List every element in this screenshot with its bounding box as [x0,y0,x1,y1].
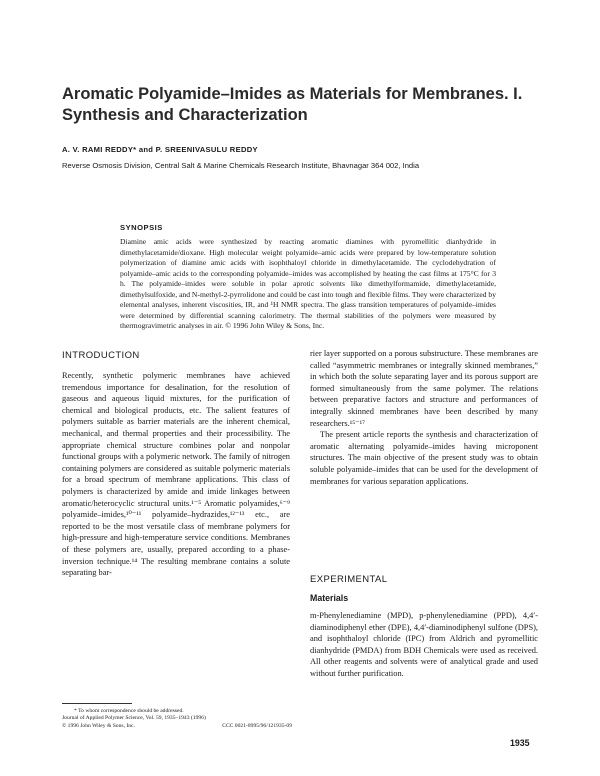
synopsis-heading: SYNOPSIS [120,223,163,232]
correspondence-footnote: * To whom correspondence should be addressed. [74,708,184,714]
experimental-heading: EXPERIMENTAL [310,574,388,585]
page-number: 1935 [510,738,530,748]
materials-section [310,610,538,680]
materials-heading: Materials [310,593,349,603]
copyright-line: © 1996 John Wiley & Sons, Inc. [62,722,135,729]
author-line: A. V. RAMI REDDY* and P. SREENIVASULU REDDY [62,145,258,154]
materials-paragraph: m-Phenylenediamine (MPD), p-phenylenediamine (PPD), 4,4′-diaminodiphenyl ether (DPE), 4,4′-diaminodiphenyl sulfone (DPS), and isophthaloyl chloride (IPC) from Aldrich and pyromellitic dianhydride (PMDA) from BDH Chemicals were used as received. All other reagents and solvents were of analytical grade and used without further purification. [310,611,538,678]
ccc-code: CCC 0021-8995/96/121935-09 [222,722,292,729]
affiliation: Reverse Osmosis Division, Central Salt & Marine Chemicals Research Institute, Bhavnagar 364 002, India [62,161,420,170]
intro-continued: rier layer supported on a porous substructure. These membranes are called “asymmetric membranes or integrally skinned membranes,” in which both the solute separating layer and its porous support are formed simultaneously from the same polymer. The relations between preparative factors and structure and performances of integrally skinned membranes have been described by many researchers.¹⁵⁻¹⁷ [310,349,538,428]
paper-title: Aromatic Polyamide–Imides as Materials for Membranes. I. Synthesis and Characterization [62,85,523,124]
introduction-heading: INTRODUCTION [62,350,140,361]
footnote-rule [62,703,132,704]
right-column [310,348,538,487]
left-column [62,370,290,579]
intro-paragraph: Recently, synthetic polymeric membranes have achieved tremendous importance for desalination, for the resolution of gaseous and aqueous liquid mixtures, for the purification of chemical and biological products, etc. The salient features of polymers suitable as barrier materials are the inherent chemical, mechanical, and thermal properties and their processibility. The appropriate chemical structure combines polar and nonpolar functional groups with a polymeric network. The family of nitrogen containing polymers are considered as suitable polymeric materials for a broad spectrum of membrane applications. This class of polymers is characterized by amide and imide linkages between aromatic/heterocyclic structural units.¹⁻⁵ Aromatic polyamides,⁶⁻⁹ polyamide–imides,¹⁰⁻¹¹ polyamide–hydrazides,¹²⁻¹³ etc., are reported to be the most versatile class of membrane polymers for high-pressure and high-temperature service conditions. Membranes of these polymers are, usually, prepared according to a phase-inversion technique.¹⁴ The resulting membrane contains a solute separating bar- [62,371,290,578]
synopsis-text: Diamine amic acids were synthesized by reacting aromatic diamines with pyromellitic dianhydride in dimethylacetamide/dioxane. High molecular weight polyamide–amic acids were prepared by low-temperature solution polymerization of diamine amic acids with isophthaloyl chloride in dimethylacetamide. The cyclodehydration of polyamide–amic acids to the corresponding polyamide–imides was accomplished by heating the cast films at 175°C for 3 h. The polyamide–imides were soluble in polar aprotic solvents like dimethylformamide, dimethylacetamide, dimethylsulfoxide, and N-methyl-2-pyrrolidone and could be cast into tough and flexible films. They were characterized by elemental analyses, inherent viscosities, IR, and ¹H NMR spectra. The glass transition temperatures of polyamide–imides were determined by differential scanning calorimetry. The thermal stabilities of the polymers were measured by thermogravimetric analyses in air. © 1996 John Wiley & Sons, Inc. [120,237,496,330]
objective-paragraph: The present article reports the synthesis and characterization of aromatic alternating polyamide–imides having microponent structures. The main objective of the present study was to obtain soluble polyamide–imides that can be used for the development of membranes for various separation applications. [310,430,538,486]
footnotes [62,708,292,730]
journal-citation: Journal of Applied Polymer Science, Vol. 59, 1935–1943 (1996) [62,715,206,722]
